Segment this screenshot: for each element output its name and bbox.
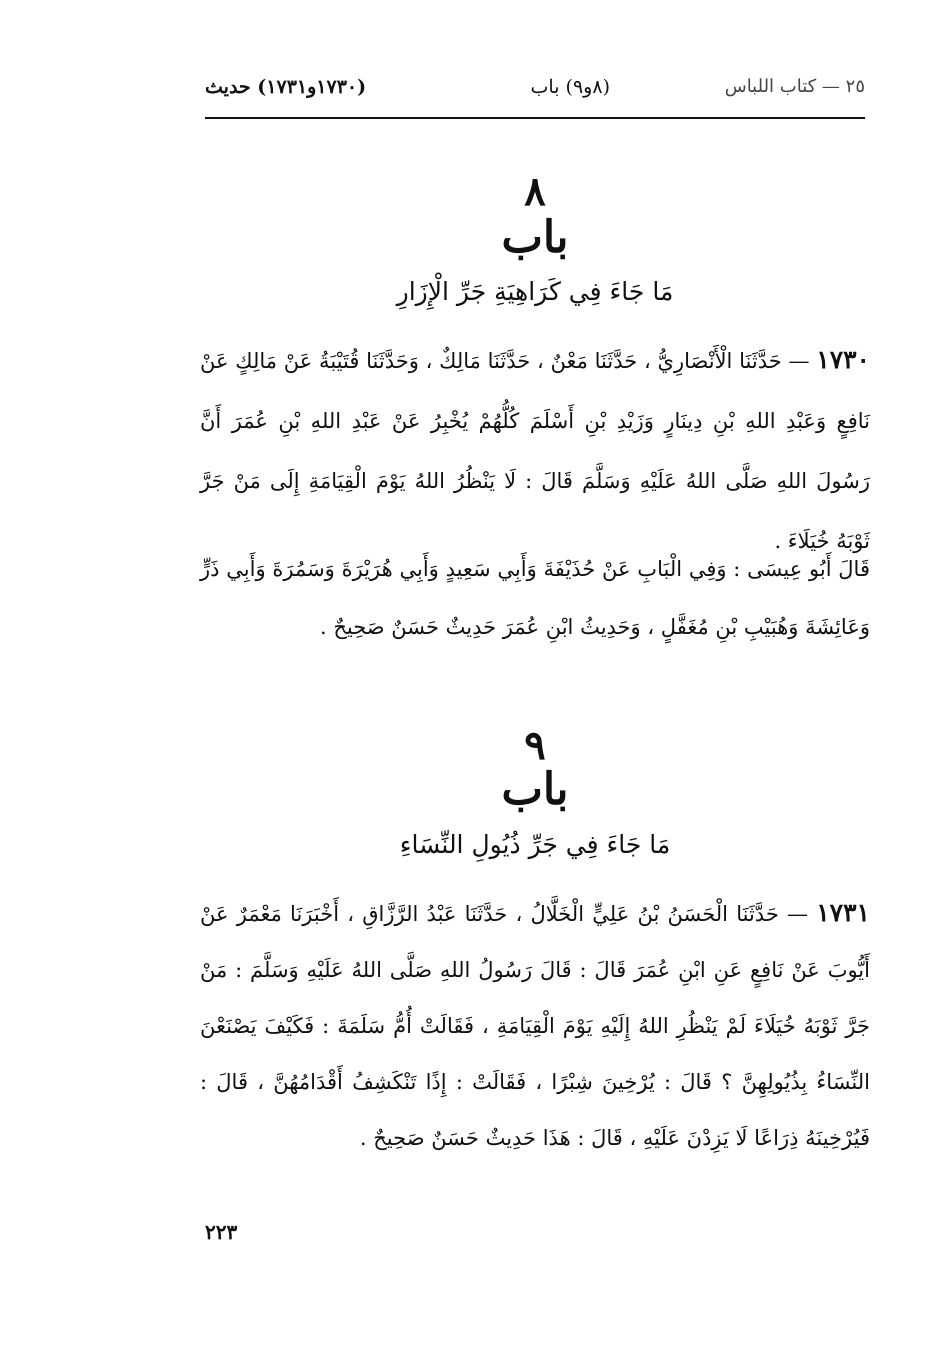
header-rule [205, 117, 865, 119]
chapter-8-bab-heading: باب [501, 212, 569, 263]
hadith-1730-dash: — [781, 349, 810, 373]
hadith-1731-dash: — [778, 902, 809, 926]
chapter-9-bab-heading: باب [501, 764, 569, 815]
hadith-1731-text: حَدَّثَنَا الْحَسَنُ بْنُ عَلِيٍّ الْخَلَّالُ ، حَدَّثَنَا عَبْدُ الرَّزَّاقِ ، أَخْبَرَنَا مَعْمَرٌ عَنْ أَيُّوبَ عَنْ نَافِعٍ عَنِ ابْنِ عُمَرَ قَالَ : قَالَ رَسُولُ اللهِ صَلَّى اللهُ عَلَيْهِ وَسَلَّمَ : مَنْ جَرَّ ثَوْبَهُ خُيَلَاءَ لَمْ يَنْظُرِ اللهُ إِلَيْهِ يَوْمَ الْقِيَامَةِ ، فَقَالَتْ أُمُّ سَلَمَةَ : فَكَيْفَ يَصْنَعْنَ النِّسَاءُ بِذُيُولِهِنَّ ؟ قَالَ : يُرْخِينَ شِبْرًا ، فَقَالَتْ : إِذًا تَنْكَشِفُ أَقْدَامُهُنَّ ، قَالَ : فَيُرْخِينَهُ ذِرَاعًا لَا يَزِدْنَ عَلَيْهِ ، قَالَ : هَذَا حَدِيثٌ حَسَنٌ صَحِيحٌ . [200, 902, 870, 1150]
chapter-8-title: مَا جَاءَ فِي كَرَاهِيَةِ جَرِّ الْإِزَارِ [396, 277, 674, 306]
hadith-1731-number: ١٧٣١ [816, 898, 870, 927]
hadith-1730-number: ١٧٣٠ [816, 345, 870, 374]
hadith-1731 [200, 885, 870, 1166]
hadith-1730 [200, 330, 870, 571]
commentary-1730: قَالَ أَبُو عِيسَى : وَفِي الْبَابِ عَنْ حُذَيْفَةَ وَأَبِي سَعِيدٍ وَأَبِي هُرَيْرَةَ وَسَمُرَةَ وَأَبِي ذَرٍّ وَعَائِشَةَ وَهُبَيْبِ بْنِ مُغَفَّلٍ ، وَحَدِيثُ ابْنِ عُمَرَ حَدِيثٌ حَسَنٌ صَحِيحٌ . [200, 557, 870, 639]
hadith-1730-text: حَدَّثَنَا الْأَنْصَارِيُّ ، حَدَّثَنَا مَعْنٌ ، حَدَّثَنَا مَالِكٌ ، وَحَدَّثَنَا قُتَيْبَةُ عَنْ مَالِكٍ عَنْ نَافِعٍ وَعَبْدِ اللهِ بْنِ دِينَارٍ وَزَيْدِ بْنِ أَسْلَمَ كُلُّهُمْ يُخْبِرُ عَنْ عَبْدِ اللهِ بْنِ عُمَرَ أَنَّ رَسُولَ اللهِ صَلَّى اللهُ عَلَيْهِ وَسَلَّمَ قَالَ : لَا يَنْظُرُ اللهُ يَوْمَ الْقِيَامَةِ إِلَى مَنْ جَرَّ ثَوْبَهُ خُيَلَاءَ . [200, 349, 870, 553]
chapter-9-title: مَا جَاءَ فِي جَرِّ ذُيُولِ النِّسَاءِ [399, 830, 671, 859]
chapter-8-number: ٨ [524, 168, 546, 215]
header-hadith-range: (١٧٣٠و١٧٣١) حديث [205, 76, 367, 98]
running-header [205, 74, 865, 114]
chapter-9-number: ٩ [524, 722, 546, 769]
header-book-title: ٢٥ — كتاب اللباس [724, 76, 865, 97]
page-number: ٢٢٣ [205, 1220, 238, 1244]
header-chapter-range: (٨و٩) باب [530, 76, 610, 98]
